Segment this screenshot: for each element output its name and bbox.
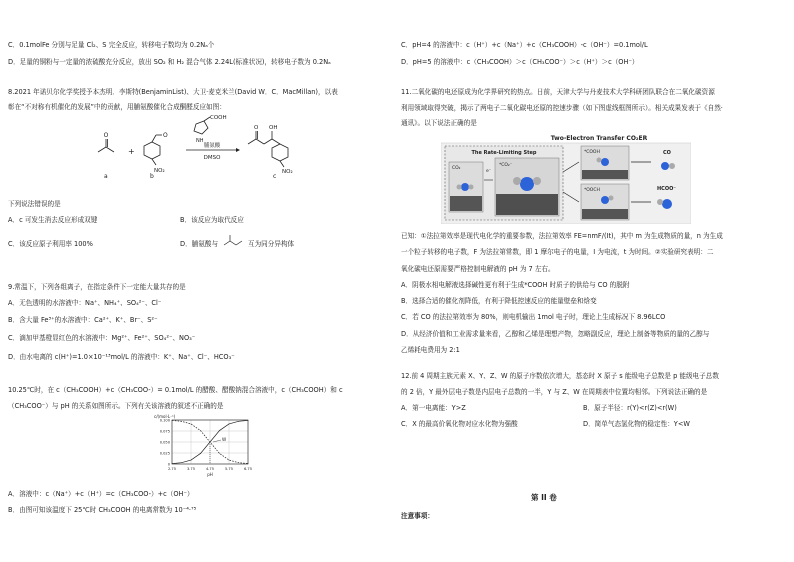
right-column — [401, 0, 784, 562]
q8-option-b: B．该反应为取代反应 — [180, 216, 244, 224]
q11-stem-line3: 通讯》。以下说法正确的是 — [401, 119, 477, 127]
chart-point — [229, 460, 230, 461]
ph-concentration-chart — [148, 412, 258, 482]
chart-point — [191, 424, 192, 425]
surface-1 — [450, 196, 482, 211]
chart-point — [181, 462, 182, 463]
co2-ads-atom — [520, 177, 534, 191]
q10-stem-line1: 10.25℃时，在 c（CH₃COOH）+c（CH₃COO-）= 0.1mol/L 的醋酸、醋酸钠混合溶液中，c（CH₃COOH）和 c — [8, 386, 343, 394]
rate-limiting-title: The Rate-Limiting Step — [471, 150, 537, 156]
chart-ylabel: c/(mol·L⁻¹) — [154, 414, 176, 419]
chart-ytick: 0.025 — [159, 451, 170, 456]
catalyst-label: 脯氨酸 — [203, 143, 221, 149]
q11-option-d-line2: 乙烯耗电费用为 2:1 — [401, 346, 460, 354]
chart-xtick: 6.75 — [243, 467, 253, 471]
q12-stem-line2: 的 2 倍，Y 最外层电子数是内层电子总数的一半，Y 与 Z、W 在周期表中位置均相邻。下列说法正确的是 — [401, 388, 708, 396]
chart-xtick: 2.75 — [167, 467, 177, 471]
q12-option-d: D．简单气态氢化物的稳定性：Y<W — [583, 420, 690, 428]
q9-option-a: A．无色透明的水溶液中：Na⁺、NH₄⁺、SO₄²⁻、Cl⁻ — [8, 299, 162, 307]
b-oxygen: O — [163, 132, 168, 139]
chart-point — [219, 453, 220, 454]
product-hcoo-atom — [662, 199, 672, 209]
section-title: 第 II 卷 — [531, 493, 557, 502]
panel-ooch-label: *OOCH — [584, 188, 600, 193]
molecule-b — [144, 135, 162, 165]
q11-option-c: C．若 CO 的法拉第效率为 80%，则电机输出 1mol 电子时，理论上生成标况下 8.96LCO — [401, 313, 666, 321]
chart-ytick: 0.075 — [159, 429, 170, 434]
chart-xtick: 5.75 — [224, 467, 234, 471]
molecule-c — [248, 131, 288, 167]
q8-option-d-tail: 互为同分异构体 — [248, 240, 295, 248]
molecule-a — [98, 139, 114, 152]
q9-option-c: C．滴加甲基橙显红色的水溶液中：Mg²⁺、Fe²⁺、SO₄²⁻、NO₃⁻ — [8, 334, 196, 342]
proline-cooh: COOH — [210, 115, 227, 121]
q11-known-line2: 一个粒子转移的电子数，F 为法拉第常数，即 1 摩尔电子的电量，I 为电流，t 为时间。②实验研究表明：二 — [401, 248, 714, 256]
q11-option-d-line1: D．从经济价值和工业需求量来看，乙醇和乙烯是理想产物，忽略副反应，理论上制备等物质的量的乙醇与 — [401, 330, 710, 338]
left-column — [8, 0, 391, 562]
reaction-scheme — [68, 112, 358, 180]
q10-option-c: C．pH=4 的溶液中：c（H⁺）+c（Na⁺）+c（CH₃COOH）-c（OH⁻）=0.1mol/L — [401, 41, 648, 49]
chart-crossing-label: W — [222, 437, 227, 442]
q12-option-a: A．第一电离能：Y>Z — [401, 404, 466, 412]
product-co-atom — [661, 162, 669, 170]
q12-option-c: C．X 的最高价氧化物对应水化物为强酸 — [401, 420, 518, 428]
chart-point — [229, 424, 230, 425]
chart-point — [200, 453, 201, 454]
panel-cooh-label: *COOH — [584, 150, 600, 155]
proline-catalyst — [194, 117, 210, 134]
proline-nh: NH — [196, 138, 204, 144]
chart-point — [219, 430, 220, 431]
q11-known-line3: 氧化碳电还原需要严格控制电解液的 pH 为 7 左右。 — [401, 265, 555, 273]
chart-point — [238, 462, 239, 463]
chart-point — [172, 463, 173, 464]
q8-question: 下列说法错误的是 — [8, 200, 61, 208]
electron-label: e⁻ — [486, 169, 492, 174]
product-co-label: CO — [663, 150, 671, 156]
q8-option-c: C．该反应原子利用率 100% — [8, 240, 93, 248]
q7-option-c: C．0.1molFe 分别与足量 Cl₂、S 完全反应，转移电子数均为 0.2Nₐ个 — [8, 41, 215, 49]
a-oxygen: O — [103, 132, 109, 139]
q10-option-b: B．由图可知该温度下 25℃时 CH₃COOH 的电离常数为 10⁻⁴·⁷⁵ — [8, 506, 197, 514]
b-no2: NO₂ — [154, 168, 165, 174]
q11-option-b: B．选择合适的催化剂降低，有利于降低控速反应的能量壁垒和焓变 — [401, 297, 597, 305]
surface-2 — [496, 194, 558, 215]
q8-stem-line1: 8.2021 年诺贝尔化学奖授予本杰明．李斯特(BenjaminList)、大卫·麦克米兰(David W．C．MacMillan)，以表 — [8, 88, 338, 96]
notice-heading: 注意事项： — [401, 512, 434, 520]
q11-known-line1: 已知：①法拉第效率是现代电化学的重要参数，法拉第效率 FE=nmF/(It)，其中 m 为生成物质的量，n 为生成 — [401, 232, 723, 240]
chart-point — [191, 460, 192, 461]
solvent-label: DMSO — [203, 155, 221, 161]
q11-option-a: A．阴极水相电解液选择碱性更有利于生成*COOH 时质子的供给与 CO 的脱附 — [401, 281, 630, 289]
c-oxygen: O — [254, 125, 259, 131]
q12-stem-line1: 12.前 4 周期主族元素 X、Y、Z、W 的原子序数依次增大，基态时 X 原子 s 能级电子总数是 p 能级电子总数 — [401, 372, 719, 380]
chart-crossing-pointer — [213, 440, 221, 442]
label-a: a — [104, 173, 108, 180]
chart-point — [172, 420, 173, 421]
chart-ytick: 0 — [167, 462, 170, 467]
co2-atom — [461, 183, 469, 191]
chart-xtick: 4.75 — [205, 467, 215, 471]
co2er-diagram — [441, 132, 691, 224]
plus-sign: + — [128, 147, 135, 156]
chart-point — [248, 463, 249, 464]
chart-point — [200, 430, 201, 431]
diagram-title: Two-Electron Transfer CO₂ER — [550, 135, 648, 142]
q10-option-d: D．pH=5 的溶液中：c（CH₃COOH）＞c（CH₃COO⁻）＞c（H⁺）＞c（OH⁻） — [401, 58, 639, 66]
q10-stem-line2: （CH₃COO⁻）与 pH 的关系如图所示。下列有关该溶液的叙述不正确的是 — [8, 402, 224, 410]
q10-option-a: A．溶液中：c（Na⁺）+c（H⁺）=c（CH₃COO-）+c（OH⁻） — [8, 490, 194, 498]
q11-stem-line2: 利用领域取得突破，揭示了两电子二氧化碳电还原的控速步骤（如下图虚线框图所示）。相关成果发表于《自然· — [401, 104, 723, 112]
q7-option-d: D．足量的铜粉与一定量的浓硫酸充分反应，放出 SO₂ 和 H₂ 混合气体 2.24L(标准状况)，转移电子数为 0.2Nₐ — [8, 58, 331, 66]
chart-point — [248, 420, 249, 421]
chart-point — [238, 421, 239, 422]
q9-stem: 9.常温下，下列各组离子，在指定条件下一定能大量共存的是 — [8, 283, 186, 291]
chart-ytick: 0.050 — [159, 440, 170, 445]
panel-co2-ads-label: *CO₂⁻ — [499, 163, 513, 168]
product-hcoo-label: HCOO⁻ — [657, 186, 676, 192]
q9-option-b: B．含大量 Fe³⁺的水溶液中：Ca²⁺、K⁺、Br⁻、S²⁻ — [8, 316, 158, 324]
label-b: b — [150, 173, 154, 180]
c-no2: NO₂ — [282, 169, 293, 175]
q9-option-d: D．由水电离的 c(H⁺)=1.0×10⁻¹³mol/L 的溶液中：K⁺、Na⁺、Cl⁻、HCO₃⁻ — [8, 353, 235, 361]
option-d-structure — [222, 229, 246, 251]
chart-xlabel: pH — [207, 472, 213, 477]
q8-option-a: A．c 可发生消去反应形成双键 — [8, 216, 98, 224]
chart-ytick: 0.100 — [159, 418, 170, 423]
q11-stem-line1: 11.二氧化碳的电还原成为化学界研究的热点。日前，天津大学与丹麦技术大学科研团队联合在二氧化碳资源 — [401, 88, 715, 96]
chart-xtick: 3.75 — [186, 467, 196, 471]
c-hydroxyl: OH — [269, 125, 278, 131]
label-c: c — [273, 173, 277, 180]
q8-option-d: D．脯氨酸与 — [180, 240, 219, 248]
q12-option-b: B．原子半径：r(Y)<r(Z)<r(W) — [583, 404, 677, 412]
panel-co2-label: CO₂ — [452, 166, 461, 171]
q8-stem-line2: 彰在“不对称有机催化的发展”中的贡献，用脯氨酸催化合成酮醛反应如图： — [8, 103, 226, 111]
chart-point — [181, 421, 182, 422]
